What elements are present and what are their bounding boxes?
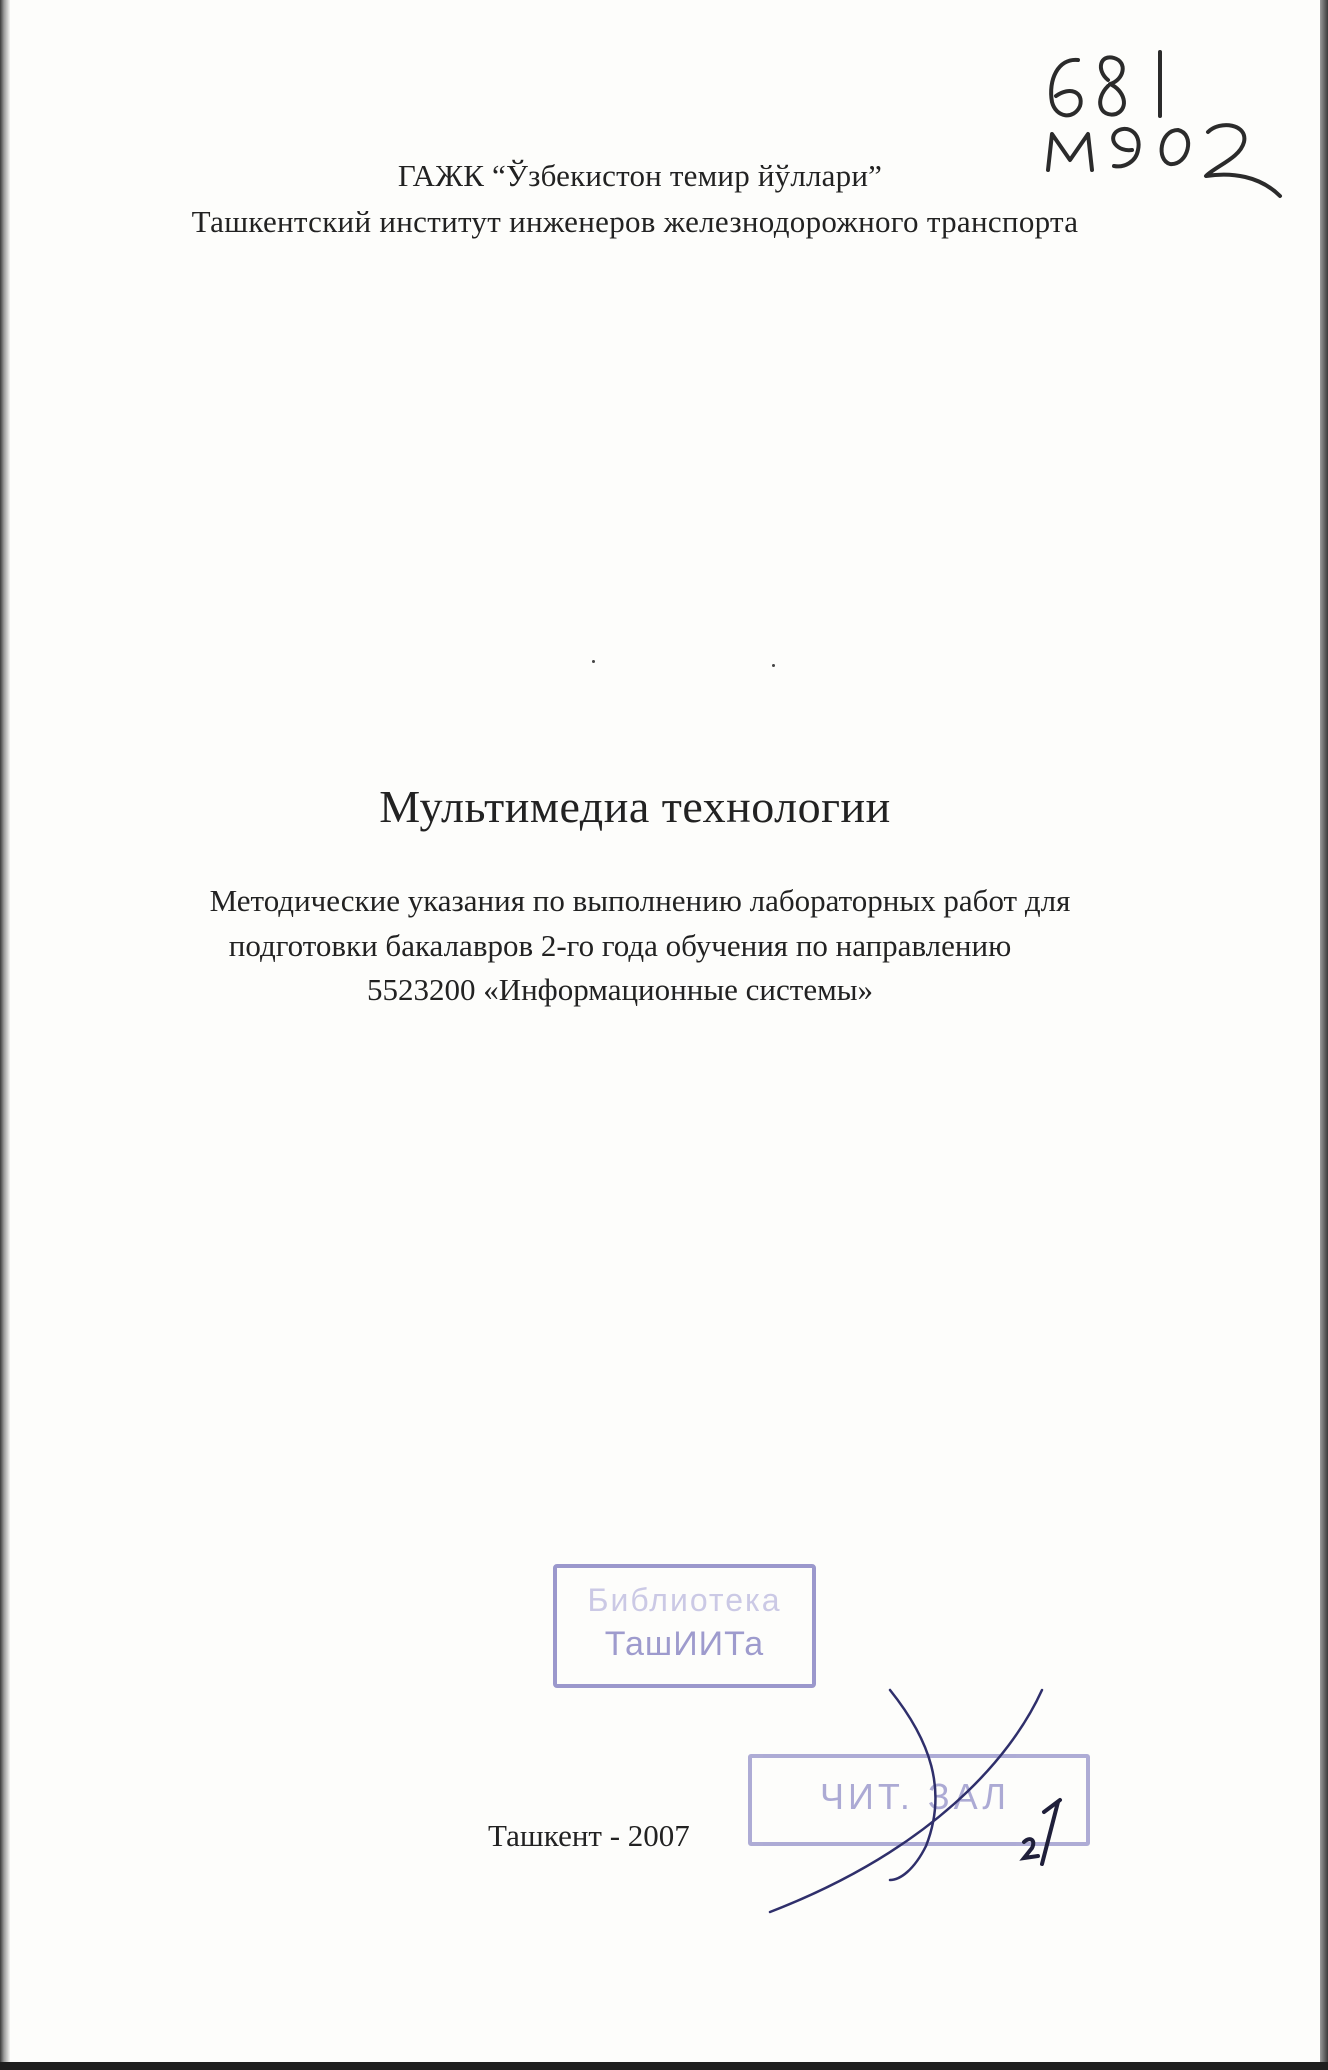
- place-and-year: Ташкент - 2007: [488, 1818, 690, 1853]
- page-bottom-edge-shadow: [0, 2062, 1328, 2070]
- pen-cross-mark: [770, 1690, 1042, 1912]
- organization-name: ГАЖК “Ўзбекистон темир йўллари”: [397, 158, 883, 193]
- page-right-edge-shadow: [1320, 0, 1328, 2070]
- document-title: Мультимедиа технологии: [379, 781, 891, 832]
- library-stamp-line-2: ТашИИТа: [604, 1625, 765, 1663]
- reading-room-stamp-text: ЧИТ. ЗАЛ: [820, 1776, 1011, 1817]
- handwritten-stamp-number: [1024, 1800, 1060, 1864]
- description-line-1: Методические указания по выполнению лабораторных работ для: [209, 883, 1071, 918]
- handwritten-code-line-2: [1048, 125, 1280, 196]
- handwritten-code-line-1: [1051, 52, 1160, 116]
- library-stamp-line-1: Библиотека: [587, 1582, 782, 1618]
- institute-name: Ташкентский институт инженеров железнодорожного транспорта: [191, 204, 1079, 239]
- description-line-3: 5523200 «Информационные системы»: [366, 972, 874, 1007]
- description-line-2: подготовки бакалавров 2-го года обучения по направлению: [228, 928, 1012, 963]
- page-left-edge-shadow: [0, 0, 10, 2062]
